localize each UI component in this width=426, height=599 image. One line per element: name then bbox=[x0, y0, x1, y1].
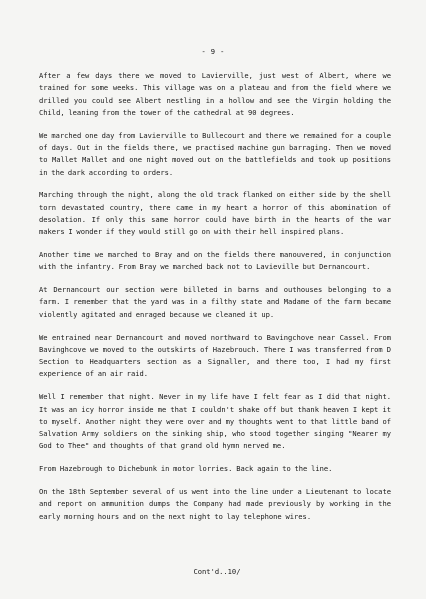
continuation-note: Cont'd..10/ bbox=[193, 567, 241, 576]
paragraph-dichebunk: From Hazebrough to Dichebunk in motor lorries. Back again to the line. bbox=[39, 464, 333, 474]
paragraph-air-raid: Well I remember that night. Never in my life have I felt fear as I did that night. It was an icy horror inside me that I couldn't shake off but thank heaven I kept it to myself. Another night they were over and my thoughts went to that little band of Salvation Army soldiers on the sinking ship, who stood together singing "Nearer my God to Thee" and thoughts of that grand old hymn nerved me. bbox=[39, 392, 391, 451]
paragraph-bray: Another time we marched to Bray and on the fields there manouvered, in conjunction with the infantry. From Bray we marched back not to Lavieville but Dernancourt. bbox=[39, 250, 391, 272]
paragraph-september: On the 18th September several of us went into the line under a Lieutenant to locate and report on ammunition dumps the Company had made previously by working in the early morning hours and on the next night to lay telephone wires. bbox=[39, 487, 391, 521]
paragraph-dernancourt: At Dernancourt our section were billeted in barns and outhouses belonging to a farm. I remember that the yard was in a filthy state and Madame of the farm became violently agitated and enraged because we cleaned it up. bbox=[39, 285, 391, 319]
page-number: - 9 - bbox=[201, 47, 225, 56]
paragraph-lavierville: After a few days there we moved to Lavierville, just west of Albert, where we trained for some weeks. This village was on a plateau and from the field where we drilled you could see Albert nestling in a hollow and see the Virgin holding the Child, leaning from the tower of the cathedral at 90 degrees. bbox=[39, 71, 391, 117]
paragraph-marching-night: Marching through the night, along the old track flanked on either side by the shell torn devastated country, there came in my heart a horror of this abomination of desolation. If only this same horror could have birth in the hearts of the war makers I wonder if they would still go on with their hell inspired plans. bbox=[39, 190, 391, 237]
body-text bbox=[39, 70, 391, 533]
paragraph-entrained: We entrained near Dernancourt and moved northward to Bavingchove near Cassel. From Bavinghcove we moved to the outskirts of Hazebrouch. There I was transferred from D Section to Headquarters section as a Signaller, and there too, I had my first experience of an air raid. bbox=[39, 332, 391, 379]
paragraph-bullecourt: We marched one day from Lavierville to Bullecourt and there we remained for a couple of days. Out in the fields there, we practised machine gun barraging. Then we moved to Mallet Mallet and one night moved out on the battlefields and took up positions in the dark according to orders. bbox=[39, 130, 391, 177]
